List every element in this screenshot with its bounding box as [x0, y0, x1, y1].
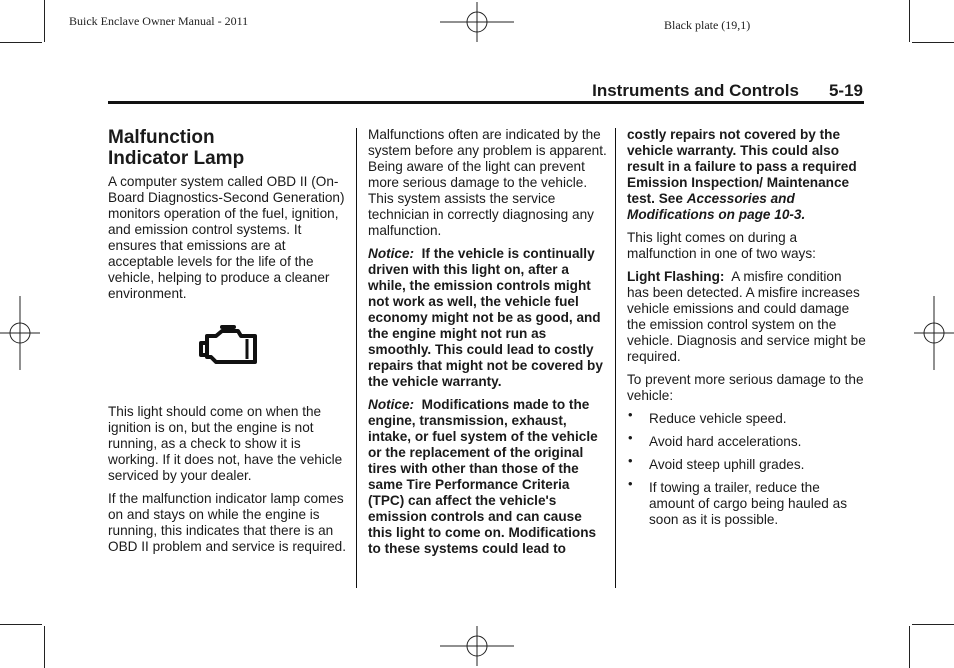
plate-label: Black plate (19,1): [664, 18, 751, 32]
bullet-icon: •: [628, 407, 633, 422]
column-3: [627, 127, 867, 535]
list-item: • If towing a trailer, reduce the amount of cargo being hauled as soon as it is possible.: [628, 476, 848, 527]
term-label: Light Flashing:: [627, 269, 725, 284]
paragraph: Malfunctions often are indicated by the system before any problem is apparent. Being aware of the light can prevent more serious damage to the vehicle. This system assists the service technician in correctly diagnosing any malfunction.: [368, 127, 607, 238]
notice-label: Notice:: [368, 246, 415, 261]
paragraph: This light comes on during a malfunction in one of two ways:: [627, 230, 816, 261]
bullet-icon: •: [628, 453, 633, 468]
list-item: • Avoid steep uphill grades.: [628, 453, 805, 472]
column-1: [108, 127, 348, 562]
crop-mark: [912, 624, 954, 625]
paragraph: A computer system called OBD II (On-Board Diagnostics-Second Generation) monitors operation of the fuel, ignition, and emission control systems. It ensures that emissions are at acceptable levels for the life of the vehicle, helping to produce a cleaner environment.: [108, 174, 345, 301]
notice-label: Notice:: [368, 397, 415, 412]
bullet-list: [627, 407, 867, 528]
paragraph: This light should come on when the ignition is on, but the engine is not running, as a check to show it is working. If it does not, have the vehicle serviced by your dealer.: [108, 404, 343, 483]
crop-mark: [0, 624, 42, 625]
cross-reference: Accessories and Modifications on page 10-3.: [627, 191, 806, 222]
column-2: [368, 127, 608, 564]
column-divider: [356, 128, 357, 588]
light-flashing-paragraph: Light Flashing: A misfire condition has been detected. A misfire increases vehicle emissions and could damage the emission control system on the vehicle. Diagnosis and service might be required.: [627, 269, 866, 364]
list-item: • Reduce vehicle speed.: [628, 407, 787, 426]
crop-mark: [44, 626, 45, 668]
registration-mark-left: [0, 296, 40, 370]
notice-2: [368, 397, 608, 557]
bullet-icon: •: [628, 430, 633, 445]
crop-mark: [0, 42, 42, 43]
registration-mark-top: [440, 2, 514, 42]
page-header: [592, 81, 863, 101]
paragraph: To prevent more serious damage to the vehicle:: [627, 372, 864, 403]
check-engine-icon: [196, 324, 262, 366]
paragraph: If the malfunction indicator lamp comes on and stays on while the engine is running, this indicates that there is an OBD II problem and service is required.: [108, 491, 346, 554]
page-number: 5-19: [828, 81, 863, 100]
column-divider: [615, 128, 616, 588]
section-title: Instruments and Controls: [592, 81, 799, 100]
list-item: • Avoid hard accelerations.: [628, 430, 802, 449]
section-heading: Malfunction Indicator Lamp: [108, 127, 245, 169]
registration-mark-right: [914, 296, 954, 370]
bullet-icon: •: [628, 476, 633, 491]
header-rule: [108, 101, 864, 104]
manual-title: Buick Enclave Owner Manual - 2011: [69, 14, 249, 28]
crop-mark: [909, 626, 910, 668]
notice-text: Modifications made to the engine, transmission, exhaust, intake, or fuel system of the vehicle or the replacement of the original tires with other than those of the same Tire Performance Criteria (TPC) can affect the vehicle's emission controls and can cause this light to come on. Modifications to these systems could lead to: [368, 397, 598, 556]
registration-mark-bottom: [440, 626, 514, 666]
crop-mark: [909, 0, 910, 42]
notice-1: [368, 246, 608, 390]
crop-mark: [912, 42, 954, 43]
crop-mark: [44, 0, 45, 42]
notice-2-continued: costly repairs not covered by the vehicle warranty. This could also result in a failure to pass a required Emission Inspection/ Maintenance test. See Accessories and Modifications on page 10-3.: [627, 127, 857, 222]
notice-text: If the vehicle is continually driven with this light on, after a while, the emission controls might not work as well, the vehicle fuel economy might not be as good, and the engine might not run as smoothly. This could lead to costly repairs that might not be covered by the vehicle warranty.: [368, 246, 603, 389]
